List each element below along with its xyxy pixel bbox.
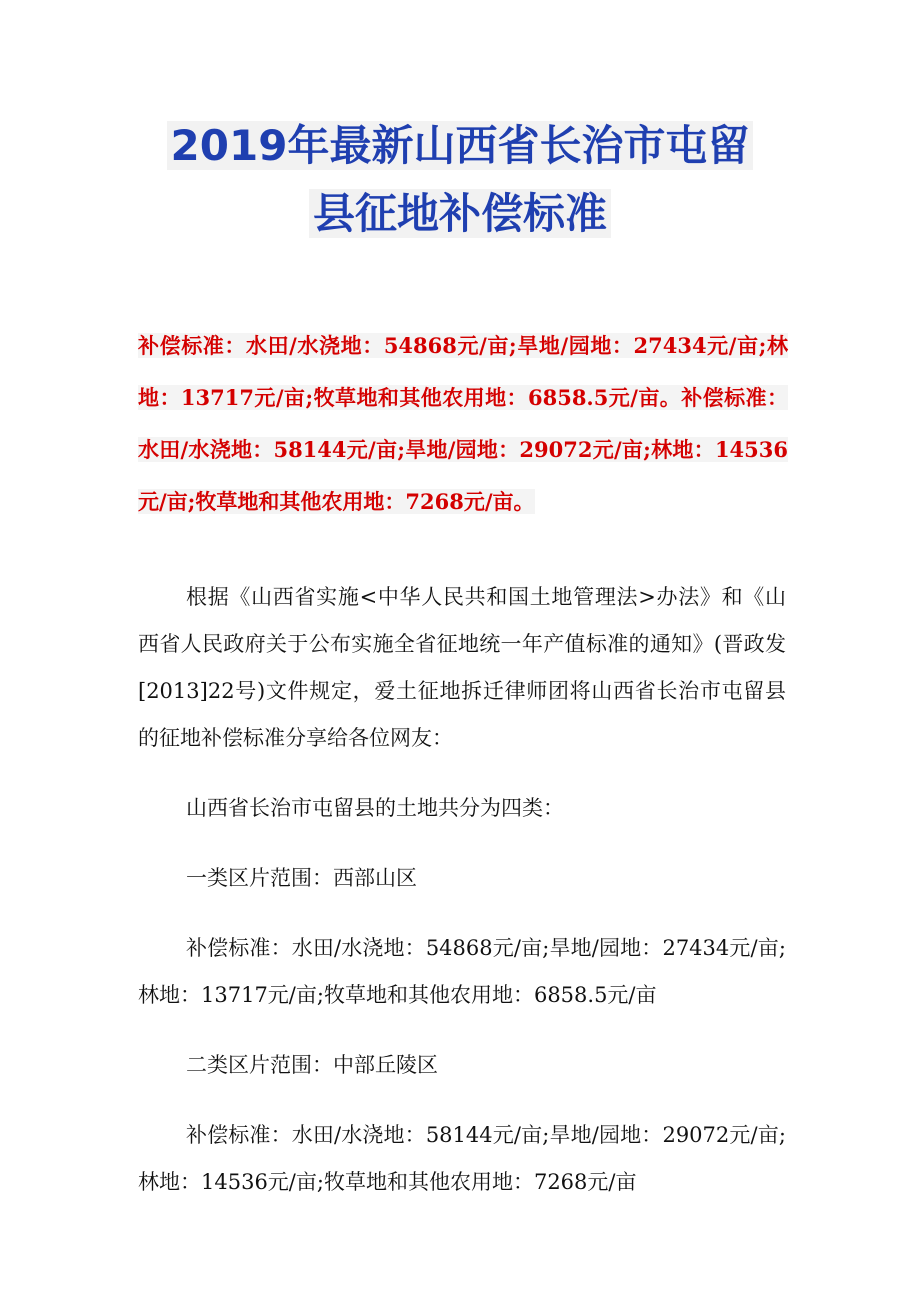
intro-paragraph: 根据《山西省实施<中华人民共和国土地管理法>办法》和《山西省人民政府关于公布实施全省征地统一年产值标准的通知》(晋政发[2013]22号)文件规定，爱土征地拆迁律师团将山西省长治市屯留县的征地补偿标准分享给各位网友：: [138, 585, 786, 750]
title-line-1-text: 2019年最新山西省长治市屯留: [167, 121, 754, 170]
zone-1-standard: 补偿标准：水田/水浇地：54868元/亩;旱地/园地：27434元/亩;林地：13717元/亩;牧草地和其他农用地：6858.5元/亩: [138, 936, 786, 1007]
document-title: [0, 112, 920, 248]
title-line-2-text: 县征地补偿标准: [309, 189, 611, 238]
summary-highlight: [138, 320, 788, 528]
zone-1-range: 一类区片范围：西部山区: [186, 866, 417, 890]
summary-text: 补偿标准：水田/水浇地：54868元/亩;旱地/园地：27434元/亩;林地：13717元/亩;牧草地和其他农用地：6858.5元/亩。补偿标准：水田/水浇地：58144元/亩;旱地/园地：29072元/亩;林地：14536元/亩;牧草地和其他农用地：7268元/亩。: [138, 333, 788, 514]
zone-2-standard: 补偿标准：水田/水浇地：58144元/亩;旱地/园地：29072元/亩;林地：14536元/亩;牧草地和其他农用地：7268元/亩: [138, 1123, 786, 1194]
title-line-1: [0, 112, 920, 180]
zone-2-range: 二类区片范围：中部丘陵区: [186, 1053, 438, 1077]
title-line-2: [0, 180, 920, 248]
document-body: [138, 574, 786, 1229]
category-count-paragraph: 山西省长治市屯留县的土地共分为四类：: [186, 796, 564, 820]
